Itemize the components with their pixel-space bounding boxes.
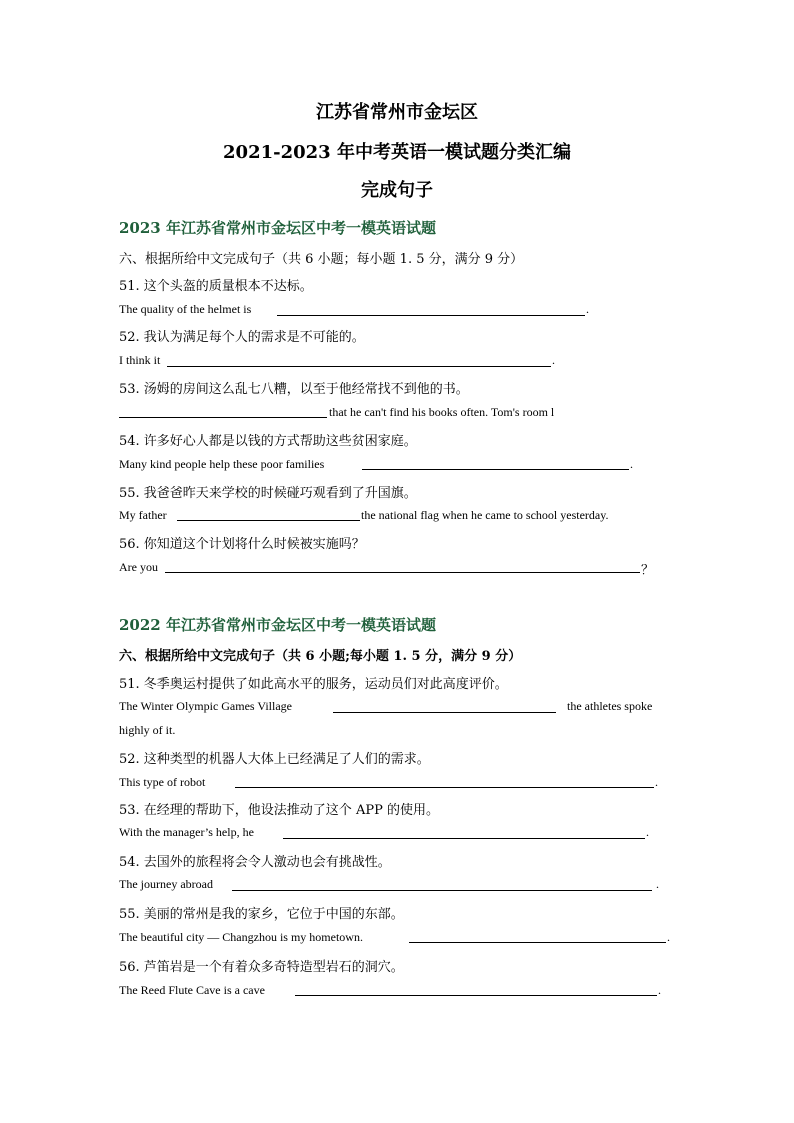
q54-2022-chinese: 54. 去国外的旅程将会令人激动也会有挑战性。 (119, 855, 391, 870)
q53-2022-english: With the manager’s help, he (119, 825, 254, 839)
q53-2023-answer-blank[interactable] (119, 417, 327, 418)
q56-2023-chinese: 56. 你知道这个计划将什么时候被实施吗？ (119, 537, 365, 552)
q56-2023-answer-blank[interactable] (165, 572, 640, 573)
q53-2022-chinese: 53. 在经理的帮助下，他设法推动了这个 APP 的使用。 (119, 803, 439, 818)
q51-2022-english-start: The Winter Olympic Games Village (119, 699, 292, 713)
q54-2022-answer-blank[interactable] (232, 890, 652, 891)
q56-2022-answer-blank[interactable] (295, 995, 657, 996)
q52-2023-period: . (552, 353, 555, 367)
q55-2023-english-end: the national flag when he came to school yesterday. (361, 508, 609, 522)
q51-2023-chinese: 51. 这个头盔的质量根本不达标。 (119, 279, 313, 294)
q51-2023-english: The quality of the helmet is (119, 302, 252, 316)
q52-2023-chinese: 52. 我认为满足每个人的需求是不可能的。 (119, 330, 365, 345)
q53-2023-english: that he can't find his books often. Tom's room l (329, 405, 555, 419)
section-2023-instruction: 六、根据所给中文完成句子（共 6 小题；每小题 1. 5 分，满分 9 分） (119, 252, 524, 267)
q56-2023-english: Are you (119, 560, 158, 574)
q55-2022-period: . (667, 930, 670, 944)
q52-2023-english: I think it (119, 353, 161, 367)
q51-2022-english-end: the athletes spoke (567, 699, 653, 713)
q51-2022-answer-blank[interactable] (333, 712, 556, 713)
q54-2023-period: . (630, 457, 633, 471)
q55-2022-english: The beautiful city — Changzhou is my hometown. (119, 930, 363, 944)
q53-2022-period: . (646, 825, 649, 839)
q51-2023-period: . (586, 302, 589, 316)
q54-2022-period: . (656, 877, 659, 891)
q51-2022-english-continued: highly of it. (119, 723, 176, 737)
q52-2022-english: This type of robot (119, 775, 206, 789)
q53-2022-answer-blank[interactable] (283, 838, 645, 839)
q55-2023-answer-blank[interactable] (177, 520, 360, 521)
section-2023-heading: 2023 年江苏省常州市金坛区中考一模英语试题 (119, 219, 436, 237)
q56-2023-question-mark: ？ (641, 562, 655, 577)
title-topic: 完成句子 (361, 180, 433, 201)
q54-2023-answer-blank[interactable] (362, 469, 629, 470)
q54-2022-english: The journey abroad (119, 877, 213, 891)
q55-2022-answer-blank[interactable] (409, 942, 666, 943)
q53-2023-chinese: 53. 汤姆的房间这么乱七八糟，以至于他经常找不到他的书。 (119, 382, 469, 397)
q54-2023-english: Many kind people help these poor families (119, 457, 325, 471)
q52-2022-period: . (655, 775, 658, 789)
q51-2023-answer-blank[interactable] (277, 315, 585, 316)
q52-2023-answer-blank[interactable] (167, 366, 551, 367)
q56-2022-english: The Reed Flute Cave is a cave (119, 983, 265, 997)
title-series: 2021-2023 年中考英语一模试题分类汇编 (223, 142, 571, 163)
q55-2023-english-start: My father (119, 508, 167, 522)
section-2022-instruction: 六、根据所给中文完成句子（共 6 小题;每小题 1. 5 分，满分 9 分） (119, 649, 522, 664)
q56-2022-chinese: 56. 芦笛岩是一个有着众多奇特造型岩石的洞穴。 (119, 960, 404, 975)
q54-2023-chinese: 54. 许多好心人都是以钱的方式帮助这些贫困家庭。 (119, 434, 417, 449)
q55-2022-chinese: 55. 美丽的常州是我的家乡，它位于中国的东部。 (119, 907, 404, 922)
title-region: 江苏省常州市金坛区 (316, 102, 478, 123)
q52-2022-answer-blank[interactable] (235, 787, 654, 788)
q52-2022-chinese: 52. 这种类型的机器人大体上已经满足了人们的需求。 (119, 752, 430, 767)
section-2022-heading: 2022 年江苏省常州市金坛区中考一模英语试题 (119, 616, 436, 634)
q55-2023-chinese: 55. 我爸爸昨天来学校的时候碰巧观看到了升国旗。 (119, 486, 417, 501)
q56-2022-period: . (658, 983, 661, 997)
q51-2022-chinese: 51. 冬季奥运村提供了如此高水平的服务，运动员们对此高度评价。 (119, 677, 508, 692)
